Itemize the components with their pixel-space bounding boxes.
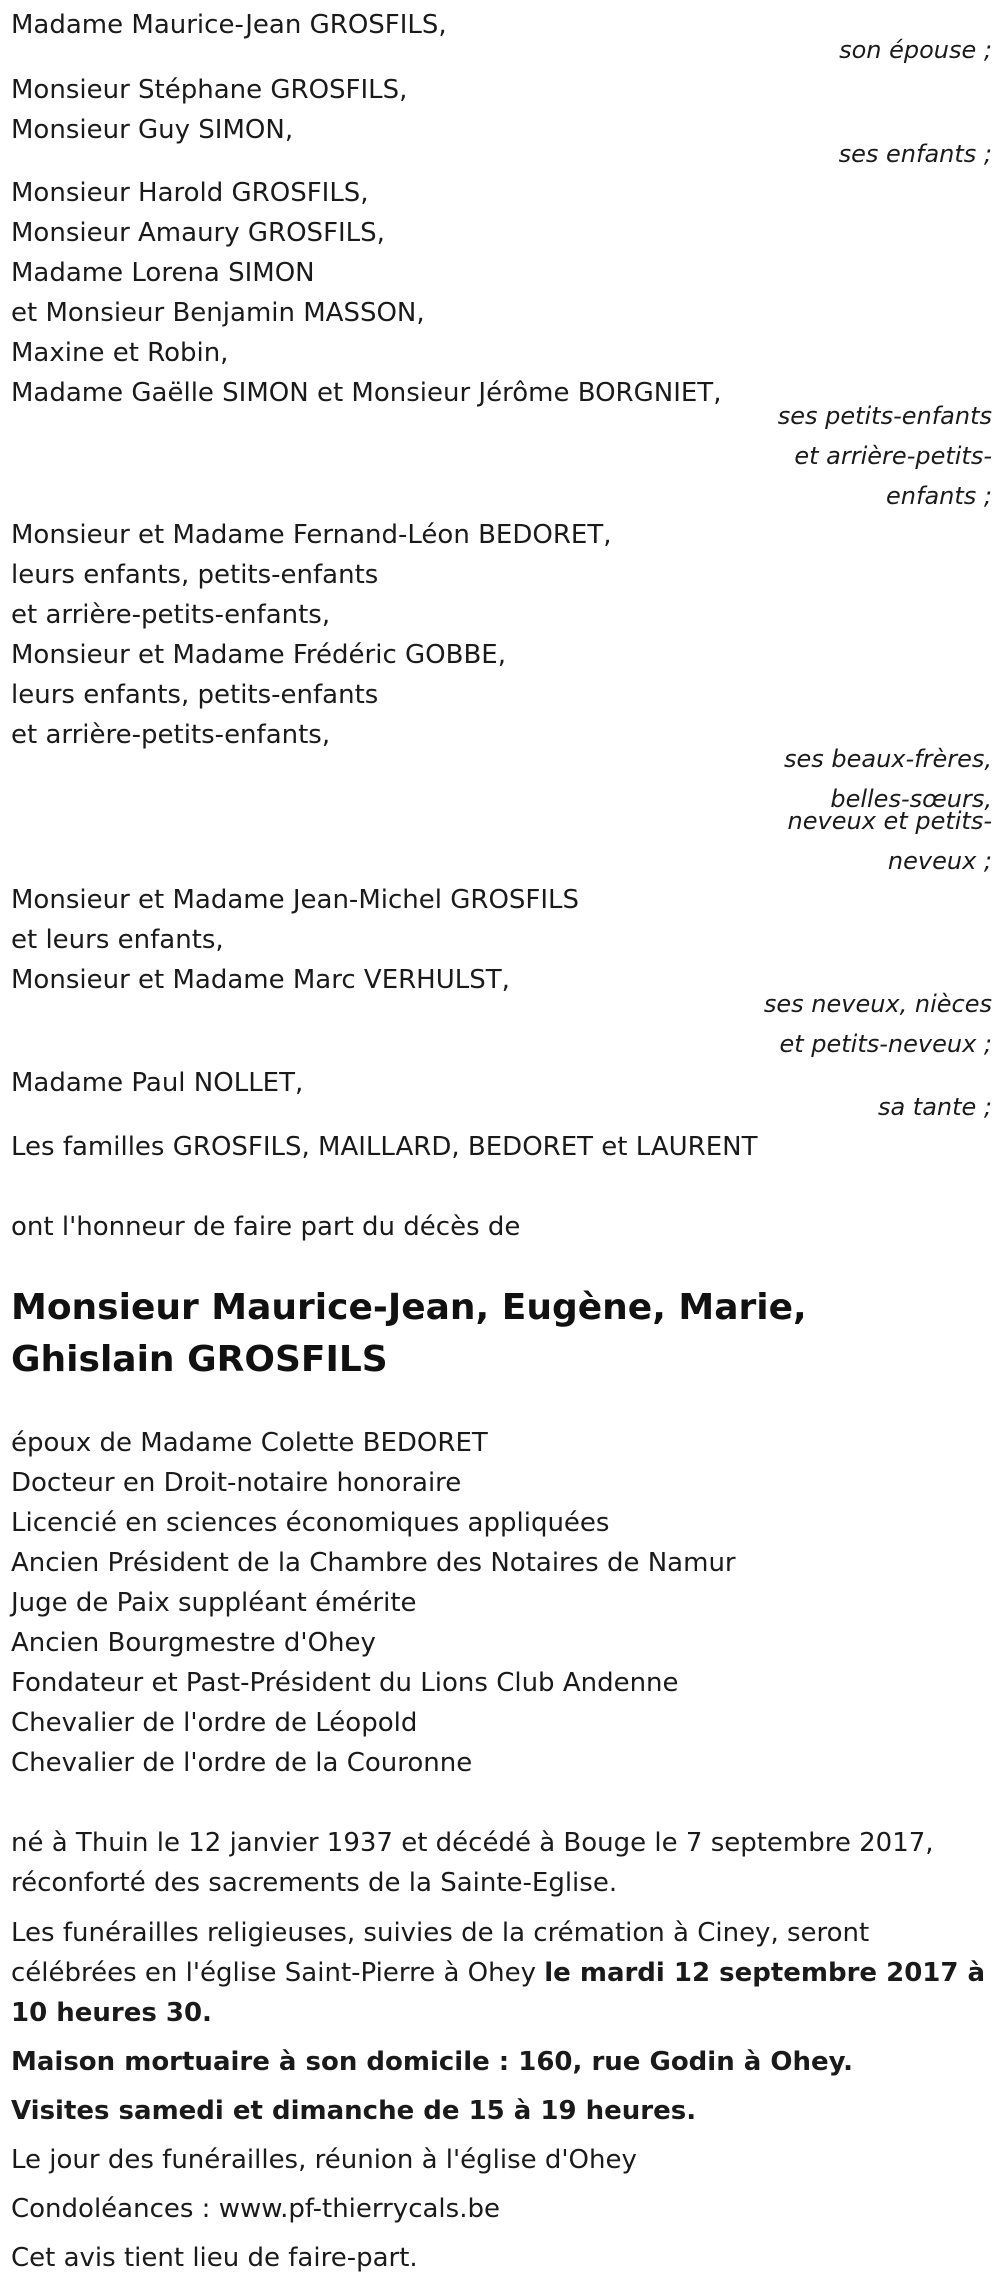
funeral-date: le mardi 12 septembre 2017 à 10 heures 30.	[11, 1958, 986, 2028]
deceased-title: Ancien Bourgmestre d'Ohey	[11, 1628, 376, 1658]
deceased-title: Docteur en Droit-notaire honoraire	[11, 1468, 462, 1498]
aunt-relation: sa tante ;	[877, 1093, 992, 1121]
grandchildren-relation: et arrière-petits-	[794, 442, 992, 470]
in-law-name: leurs enfants, petits-enfants	[11, 560, 379, 590]
children-relation: ses enfants ;	[838, 140, 992, 168]
deceased-name: Monsieur Maurice-Jean, Eugène, Marie, Ghislain GROSFILS	[11, 1287, 807, 1380]
in-law-name: Monsieur et Madame Fernand-Léon BEDORET,	[11, 520, 612, 550]
grandchild-name: Monsieur Harold GROSFILS,	[11, 178, 369, 208]
deceased-title: Chevalier de l'ordre de Léopold	[11, 1708, 418, 1738]
notice-line: Cet avis tient lieu de faire-part.	[11, 2243, 418, 2273]
grandchild-name: Monsieur Amaury GROSFILS,	[11, 218, 385, 248]
nephew-name: et leurs enfants,	[11, 925, 224, 955]
funeral-paragraph	[11, 1913, 986, 2033]
in-law-name: et arrière-petits-enfants,	[11, 600, 331, 630]
deceased-title: époux de Madame Colette BEDORET	[11, 1428, 488, 1458]
funeral-intro: Les funérailles religieuses, suivies de la crémation à Ciney, seront célébrées en l'église Saint-Pierre à Ohey	[11, 1918, 870, 1988]
meeting-line: Le jour des funérailles, réunion à l'église d'Ohey	[11, 2145, 637, 2175]
in-laws-relation: neveux et petits-	[787, 807, 992, 835]
in-law-name: Monsieur et Madame Frédéric GOBBE,	[11, 640, 506, 670]
mortuary-line: Maison mortuaire à son domicile : 160, rue Godin à Ohey.	[11, 2047, 854, 2077]
nephews-relation: et petits-neveux ;	[779, 1030, 992, 1058]
grandchild-name: Maxine et Robin,	[11, 338, 229, 368]
in-laws-relation: neveux ;	[887, 847, 992, 875]
sacraments-line: réconforté des sacrements de la Sainte-Eglise.	[11, 1868, 618, 1898]
nephews-relation: ses neveux, nièces	[763, 990, 992, 1018]
grandchild-name: Madame Lorena SIMON	[11, 258, 315, 288]
families-line: Les familles GROSFILS, MAILLARD, BEDORET et LAURENT	[11, 1132, 758, 1162]
grandchildren-relation: ses petits-enfants	[777, 402, 992, 430]
nephew-name: Monsieur et Madame Jean-Michel GROSFILS	[11, 885, 580, 915]
grandchildren-relation: enfants ;	[886, 482, 992, 510]
deceased-title: Fondateur et Past-Président du Lions Club Andenne	[11, 1668, 679, 1698]
spouse-name: Madame Maurice-Jean GROSFILS,	[11, 10, 447, 40]
in-laws-relation: belles-sœurs,	[830, 785, 992, 813]
grandchild-name: Madame Gaëlle SIMON et Monsieur Jérôme BORGNIET,	[11, 378, 722, 408]
deceased-title: Licencié en sciences économiques appliquées	[11, 1508, 610, 1538]
birth-death-line: né à Thuin le 12 janvier 1937 et décédé à Bouge le 7 septembre 2017,	[11, 1828, 934, 1858]
deceased-title: Juge de Paix suppléant émérite	[11, 1588, 417, 1618]
in-law-name: leurs enfants, petits-enfants	[11, 680, 379, 710]
spouse-relation: son épouse ;	[839, 36, 992, 64]
announcement: ont l'honneur de faire part du décès de	[11, 1212, 521, 1242]
nephew-name: Monsieur et Madame Marc VERHULST,	[11, 965, 510, 995]
condolences-line: Condoléances : www.pf-thierrycals.be	[11, 2194, 500, 2224]
in-law-name: et arrière-petits-enfants,	[11, 720, 331, 750]
visits-line: Visites samedi et dimanche de 15 à 19 heures.	[11, 2096, 697, 2126]
in-laws-relation: ses beaux-frères,	[783, 745, 992, 773]
child-name: Monsieur Guy SIMON,	[11, 115, 294, 145]
deceased-title: Ancien Président de la Chambre des Notaires de Namur	[11, 1548, 736, 1578]
deceased-title: Chevalier de l'ordre de la Couronne	[11, 1748, 473, 1778]
child-name: Monsieur Stéphane GROSFILS,	[11, 75, 408, 105]
grandchild-name: et Monsieur Benjamin MASSON,	[11, 298, 425, 328]
aunt-name: Madame Paul NOLLET,	[11, 1068, 304, 1098]
